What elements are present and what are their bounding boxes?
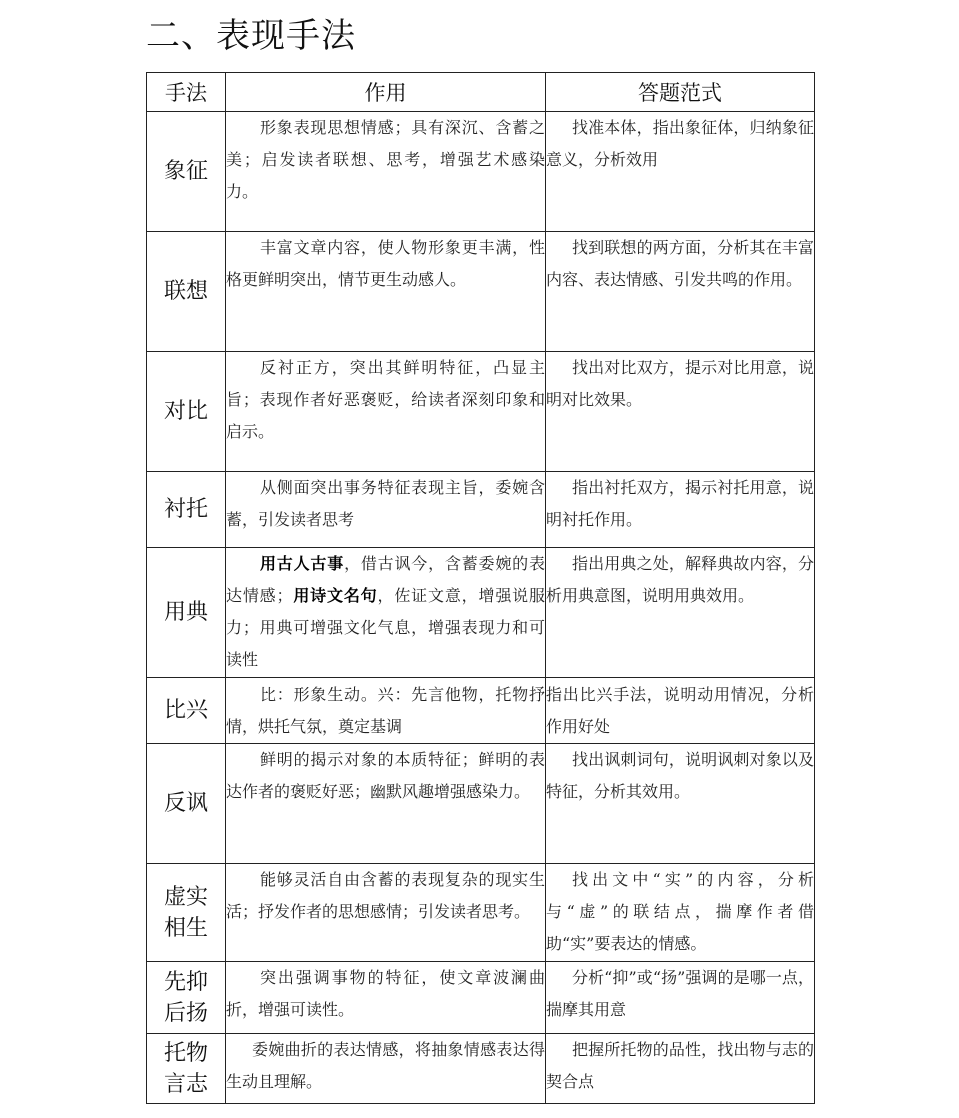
- function-text: [226, 548, 545, 676]
- method-cell: [147, 962, 226, 1034]
- function-cell: [226, 232, 546, 352]
- function-cell: [226, 472, 546, 548]
- table-row: [147, 864, 815, 962]
- method-cell: [147, 864, 226, 962]
- function-cell: [226, 744, 546, 864]
- bold-phrase: 用古人古事: [260, 554, 345, 573]
- answer-cell: [546, 744, 815, 864]
- table-row: [147, 744, 815, 864]
- answer-cell: [546, 232, 815, 352]
- table-row: [147, 678, 815, 744]
- answer-cell: [546, 678, 815, 744]
- method-label-line: 托物: [163, 1040, 208, 1066]
- header-answer: 答题范式: [546, 73, 815, 112]
- answer-text: 指出用典之处，解释典故内容，分析用典意图，说明用典效用。: [546, 554, 814, 605]
- function-text: 从侧面突出事务特征表现主旨，委婉含蓄，引发读者思考: [226, 478, 545, 529]
- table-row: [147, 352, 815, 472]
- answer-text: 指出衬托双方，揭示衬托用意，说明衬托作用。: [546, 478, 814, 529]
- function-text: 鲜明的揭示对象的本质特征；鲜明的表达作者的褒贬好恶；幽默风趣增强感染力。: [226, 750, 545, 801]
- answer-text: 把握所托物的品性，找出物与志的契合点: [546, 1040, 814, 1091]
- header-function: 作用: [226, 73, 546, 112]
- function-text: 丰富文章内容，使人物形象更丰满，性格更鲜明突出，情节更生动感人。: [226, 238, 545, 289]
- method-label-line: 相生: [163, 915, 208, 941]
- method-cell: [147, 232, 226, 352]
- table-row: [147, 472, 815, 548]
- method-cell: [147, 678, 226, 744]
- method-cell: [147, 744, 226, 864]
- answer-cell: [546, 1034, 815, 1104]
- answer-text: 找出文中“实”的内容，分析与“虚”的联结点，揣摩作者借助“实”要表达的情感。: [546, 870, 814, 953]
- method-label: 用典: [163, 600, 208, 625]
- table-row: [147, 548, 815, 678]
- method-label: 反讽: [163, 791, 208, 816]
- function-cell: [226, 1034, 546, 1104]
- page-title: 二、表现手法: [146, 16, 356, 56]
- table-row: [147, 1034, 815, 1104]
- answer-cell: [546, 472, 815, 548]
- answer-cell: [546, 112, 815, 232]
- table-row: [147, 232, 815, 352]
- method-cell: [147, 548, 226, 678]
- answer-text: 找到联想的两方面，分析其在丰富内容、表达情感、引发共鸣的作用。: [546, 238, 814, 289]
- function-cell: [226, 112, 546, 232]
- function-text: 突出强调事物的特征，使文章波澜曲折，增强可读性。: [226, 968, 545, 1019]
- answer-text: 找出讽刺词句，说明讽刺对象以及特征，分析其效用。: [546, 750, 814, 801]
- answer-cell: [546, 962, 815, 1034]
- function-fragment: ，佐证文意，增强说服力；用典可增强文化气息，增强表现力和可读性: [226, 586, 545, 669]
- method-cell: [147, 112, 226, 232]
- method-label-line: 言志: [163, 1071, 208, 1097]
- method-label: 对比: [163, 399, 208, 424]
- answer-text: 指出比兴手法，说明动用情况，分析作用好处: [546, 685, 814, 736]
- answer-text: 找出对比双方，提示对比用意，说明对比效果。: [546, 358, 814, 409]
- function-cell: [226, 548, 546, 678]
- answer-cell: [546, 548, 815, 678]
- function-text: 反衬正方，突出其鲜明特征，凸显主旨；表现作者好恶褒贬，给读者深刻印象和启示。: [226, 358, 545, 441]
- function-text: 形象表现思想情感；具有深沉、含蓄之美；启发读者联想、思考，增强艺术感染力。: [226, 118, 545, 201]
- method-label: 联想: [163, 279, 208, 304]
- function-cell: [226, 962, 546, 1034]
- method-cell: [147, 472, 226, 548]
- method-cell: [147, 352, 226, 472]
- table-header-row: [147, 73, 815, 112]
- method-cell: [147, 1034, 226, 1104]
- method-label-line: 先抑: [163, 969, 208, 995]
- function-text: 委婉曲折的表达情感，将抽象情感表达得生动且理解。: [226, 1040, 545, 1091]
- bold-phrase: 用诗文名句: [292, 586, 378, 605]
- answer-text: 找准本体，指出象征体，归纳象征意义，分析效用: [546, 118, 814, 169]
- function-cell: [226, 864, 546, 962]
- answer-cell: [546, 352, 815, 472]
- function-fragment: ，借古讽今，含蓄委婉的表达情感；: [226, 554, 545, 605]
- function-text: 能够灵活自由含蓄的表现复杂的现实生活；抒发作者的思想感情；引发读者思考。: [226, 870, 545, 921]
- answer-text: 分析“抑”或“扬”强调的是哪一点，揣摩其用意: [546, 968, 814, 1019]
- table-row: [147, 962, 815, 1034]
- table-row: [147, 112, 815, 232]
- function-cell: [226, 678, 546, 744]
- method-label: 象征: [163, 159, 208, 184]
- techniques-table: [146, 72, 815, 1104]
- method-label-line: 后扬: [163, 1000, 208, 1026]
- function-cell: [226, 352, 546, 472]
- method-label: 比兴: [163, 698, 208, 723]
- function-text: 比：形象生动。兴：先言他物，托物抒情，烘托气氛，奠定基调: [226, 685, 545, 736]
- method-label-line: 虚实: [163, 884, 208, 910]
- header-method: 手法: [147, 73, 226, 112]
- answer-cell: [546, 864, 815, 962]
- method-label: 衬托: [163, 497, 208, 522]
